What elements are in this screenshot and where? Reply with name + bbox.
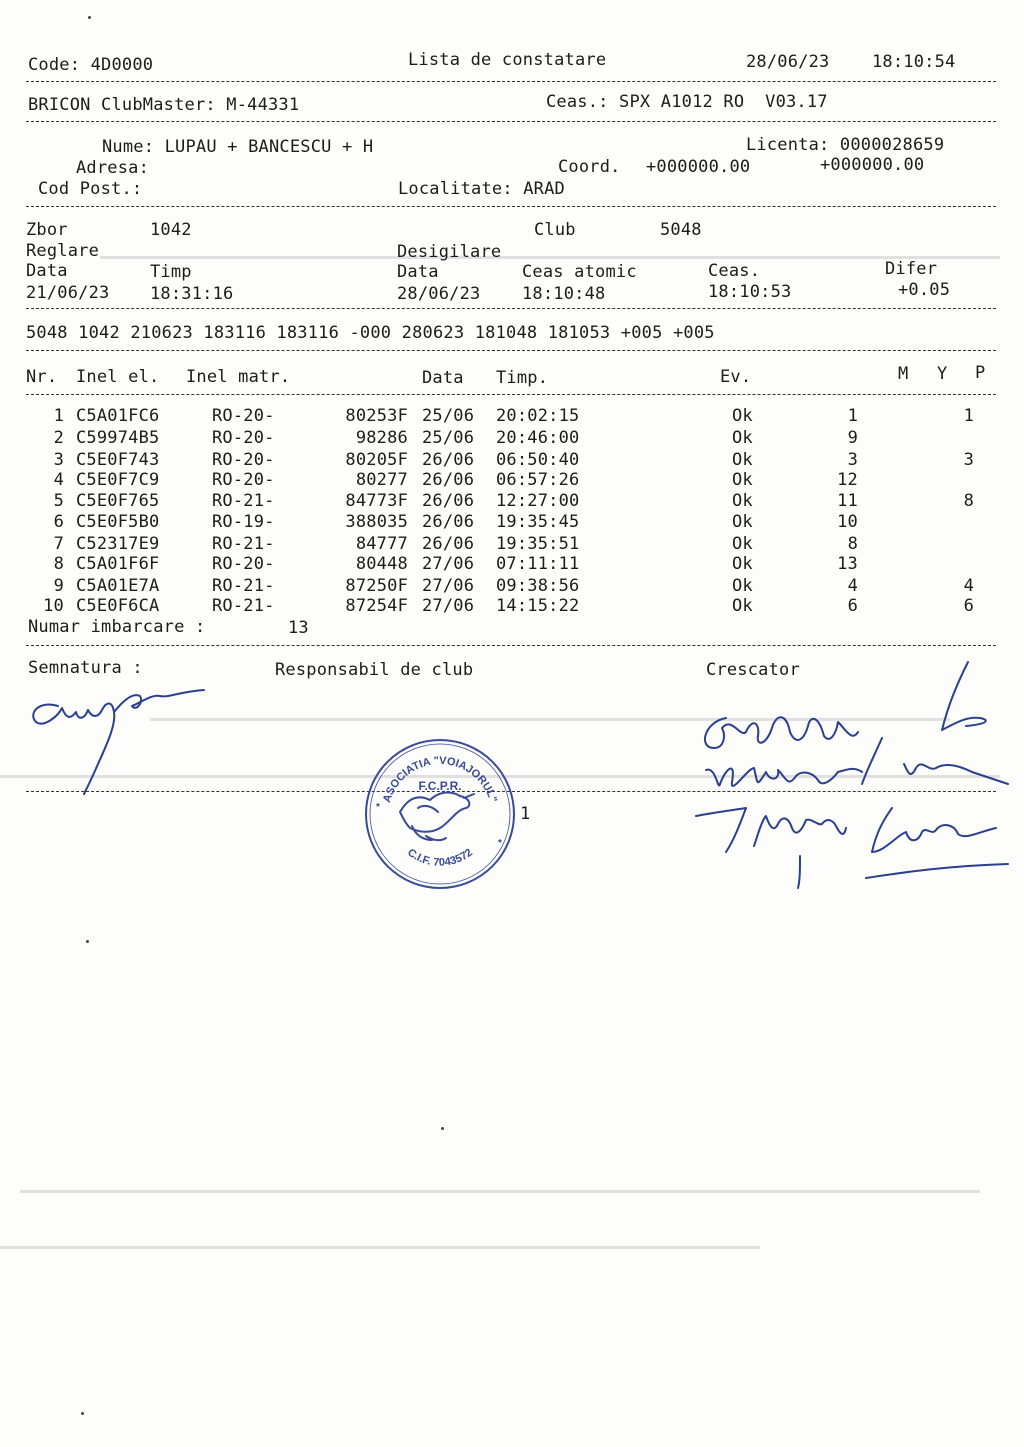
flight-number: 1042 [150,220,192,240]
cell-date: 26/06 [422,491,475,511]
stamp-text-bottom: C.I.F. 7043572 [405,846,475,869]
cell-pre: RO-20- [212,554,275,574]
cell-date: 26/06 [422,512,475,532]
club-responsible-label: Responsabil de club [275,660,474,680]
print-date: 28/06/23 [746,52,830,72]
desigilare-label: Desigilare [397,242,502,262]
cell-nr: 2 [53,428,64,448]
atomic-time: 18:10:48 [522,284,606,304]
cell-y: 8 [847,534,858,554]
cell-el: C5E0F765 [76,491,160,511]
reglare-time: 18:31:16 [150,284,234,304]
cell-y: 6 [847,596,858,616]
separator [26,81,996,82]
svg-text:*: * [376,802,380,813]
cell-time: 09:38:56 [496,576,580,596]
cell-date: 27/06 [422,554,475,574]
cell-pre: RO-20- [212,406,275,426]
cell-date: 25/06 [422,406,475,426]
col-header-timp: Timp. [496,368,549,388]
cell-y: 9 [847,428,858,448]
cell-matr: 80253F [345,406,408,426]
dove-icon [400,793,474,841]
cell-ev: Ok [732,512,753,532]
col-header-inel-matr: Inel matr. [186,367,291,387]
cell-pre: RO-20- [212,428,275,448]
boarding-count: 13 [288,618,309,638]
breeder-label: Crescator [706,660,800,680]
cell-date: 26/06 [422,450,475,470]
cell-ev: Ok [732,470,753,490]
owner-name: Nume: LUPAU + BANCESCU + H [102,137,374,157]
club-number: 5048 [660,220,702,240]
col-header-ev: Ev. [720,367,752,387]
cell-nr: 7 [53,534,64,554]
cell-date: 26/06 [422,534,475,554]
cell-ev: Ok [732,450,753,470]
scan-speck [81,1412,84,1415]
cell-matr: 388035 [345,512,408,532]
signature-left [28,672,218,802]
cell-ev: Ok [732,491,753,511]
cell-time: 19:35:51 [496,534,580,554]
atomic-clock-label: Ceas atomic [522,262,637,282]
cell-el: C5A01FC6 [76,406,160,426]
cell-el: C5A01F6F [76,554,160,574]
svg-text:*: * [498,838,502,849]
page-number: 1 [520,804,531,824]
desig-date-label: Data [397,262,439,282]
cell-el: C5E0F5B0 [76,512,160,532]
cell-nr: 4 [53,470,64,490]
separator [26,121,996,122]
cell-time: 06:57:26 [496,470,580,490]
scan-streak [100,256,1000,259]
cell-el: C5E0F743 [76,450,160,470]
cell-y: 13 [837,554,858,574]
scan-speck [88,16,91,19]
cell-time: 12:27:00 [496,491,580,511]
document-title: Lista de constatare [408,50,607,70]
association-stamp [360,732,520,892]
col-header-p: P [975,363,986,383]
cell-matr: 98286 [355,428,408,448]
scan-streak [20,1190,980,1193]
cell-time: 20:46:00 [496,428,580,448]
reglare-time-label: Timp [150,262,192,282]
cell-el: C5E0F7C9 [76,470,160,490]
col-header-data: Data [422,368,464,388]
cell-ev: Ok [732,406,753,426]
clock-label: Ceas.: SPX A1012 RO V03.17 [546,92,828,112]
reglare-date-label: Data [26,261,68,281]
clubmaster-label: BRICON ClubMaster: M-44331 [28,95,300,115]
cell-matr: 87254F [345,596,408,616]
cell-p: 3 [963,450,974,470]
separator [26,394,996,395]
cell-pre: RO-20- [212,450,275,470]
cell-p: 4 [963,576,974,596]
cell-el: C5E0F6CA [76,596,160,616]
cell-time: 19:35:45 [496,512,580,532]
stamp-text-center: F.C.P.R. [418,779,462,793]
difference-value: +0.05 [898,280,951,300]
coord-value-1: +000000.00 [646,157,751,177]
cell-y: 1 [847,406,858,426]
cell-p: 8 [963,491,974,511]
licence-number: Licenta: 0000028659 [746,135,945,155]
cell-time: 20:02:15 [496,406,580,426]
cell-matr: 80205F [345,450,408,470]
cell-el: C52317E9 [76,534,160,554]
print-time: 18:10:54 [872,52,956,72]
cell-y: 11 [837,491,858,511]
cell-p: 1 [963,406,974,426]
cell-nr: 10 [43,596,64,616]
separator [26,308,996,309]
cell-time: 07:11:11 [496,554,580,574]
col-header-y: Y [937,364,948,384]
desig-date: 28/06/23 [397,284,481,304]
club-label: Club [534,220,576,240]
signature-right-1 [696,656,1006,896]
cell-matr: 80277 [355,470,408,490]
cell-y: 4 [847,576,858,596]
clock-time-label: Ceas. [708,261,761,281]
cell-nr: 3 [53,450,64,470]
cell-date: 27/06 [422,576,475,596]
summary-code-line: 5048 1042 210623 183116 183116 -000 280623 181048 181053 +005 +005 [26,323,715,343]
cell-ev: Ok [732,576,753,596]
cell-pre: RO-20- [212,470,275,490]
cell-ev: Ok [732,554,753,574]
cell-pre: RO-21- [212,491,275,511]
col-header-nr: Nr. [26,367,58,387]
col-header-m: M [898,364,909,384]
cell-time: 06:50:40 [496,450,580,470]
cell-pre: RO-19- [212,512,275,532]
scan-streak [0,1246,760,1249]
stamp-text-top: ASOCIATIA "VOIAJORUL" [380,754,500,805]
cell-el: C59974B5 [76,428,160,448]
reglare-date: 21/06/23 [26,283,110,303]
col-header-inel-el: Inel el. [76,367,160,387]
postcode-label: Cod Post.: [38,179,143,199]
cell-date: 25/06 [422,428,475,448]
separator [26,645,996,646]
scan-speck [441,1127,444,1130]
cell-y: 10 [837,512,858,532]
cell-matr: 84777 [355,534,408,554]
cell-matr: 87250F [345,576,408,596]
separator [26,206,996,207]
coord-label: Coord. [558,157,621,177]
cell-y: 12 [837,470,858,490]
cell-p: 6 [963,596,974,616]
clock-time: 18:10:53 [708,282,792,302]
cell-nr: 1 [53,406,64,426]
cell-date: 27/06 [422,596,475,616]
cell-pre: RO-21- [212,534,275,554]
document-code: Code: 4D0000 [28,55,154,75]
cell-pre: RO-21- [212,576,275,596]
flight-label: Zbor [26,220,68,240]
cell-date: 26/06 [422,470,475,490]
scan-speck [86,940,89,943]
cell-pre: RO-21- [212,596,275,616]
cell-matr: 84773F [345,491,408,511]
cell-ev: Ok [732,596,753,616]
signature-label: Semnatura : [28,658,143,678]
separator [26,350,996,351]
reglare-label: Reglare [26,241,100,261]
cell-nr: 6 [53,512,64,532]
cell-ev: Ok [732,428,753,448]
cell-nr: 8 [53,554,64,574]
address-label: Adresa: [76,158,150,178]
cell-nr: 5 [53,491,64,511]
boarding-label: Numar imbarcare : [28,617,206,637]
cell-nr: 9 [53,576,64,596]
cell-y: 3 [847,450,858,470]
cell-matr: 80448 [355,554,408,574]
cell-time: 14:15:22 [496,596,580,616]
cell-ev: Ok [732,534,753,554]
difference-label: Difer [885,259,938,279]
locality: Localitate: ARAD [398,179,565,199]
coord-value-2: +000000.00 [820,155,925,175]
cell-el: C5A01E7A [76,576,160,596]
